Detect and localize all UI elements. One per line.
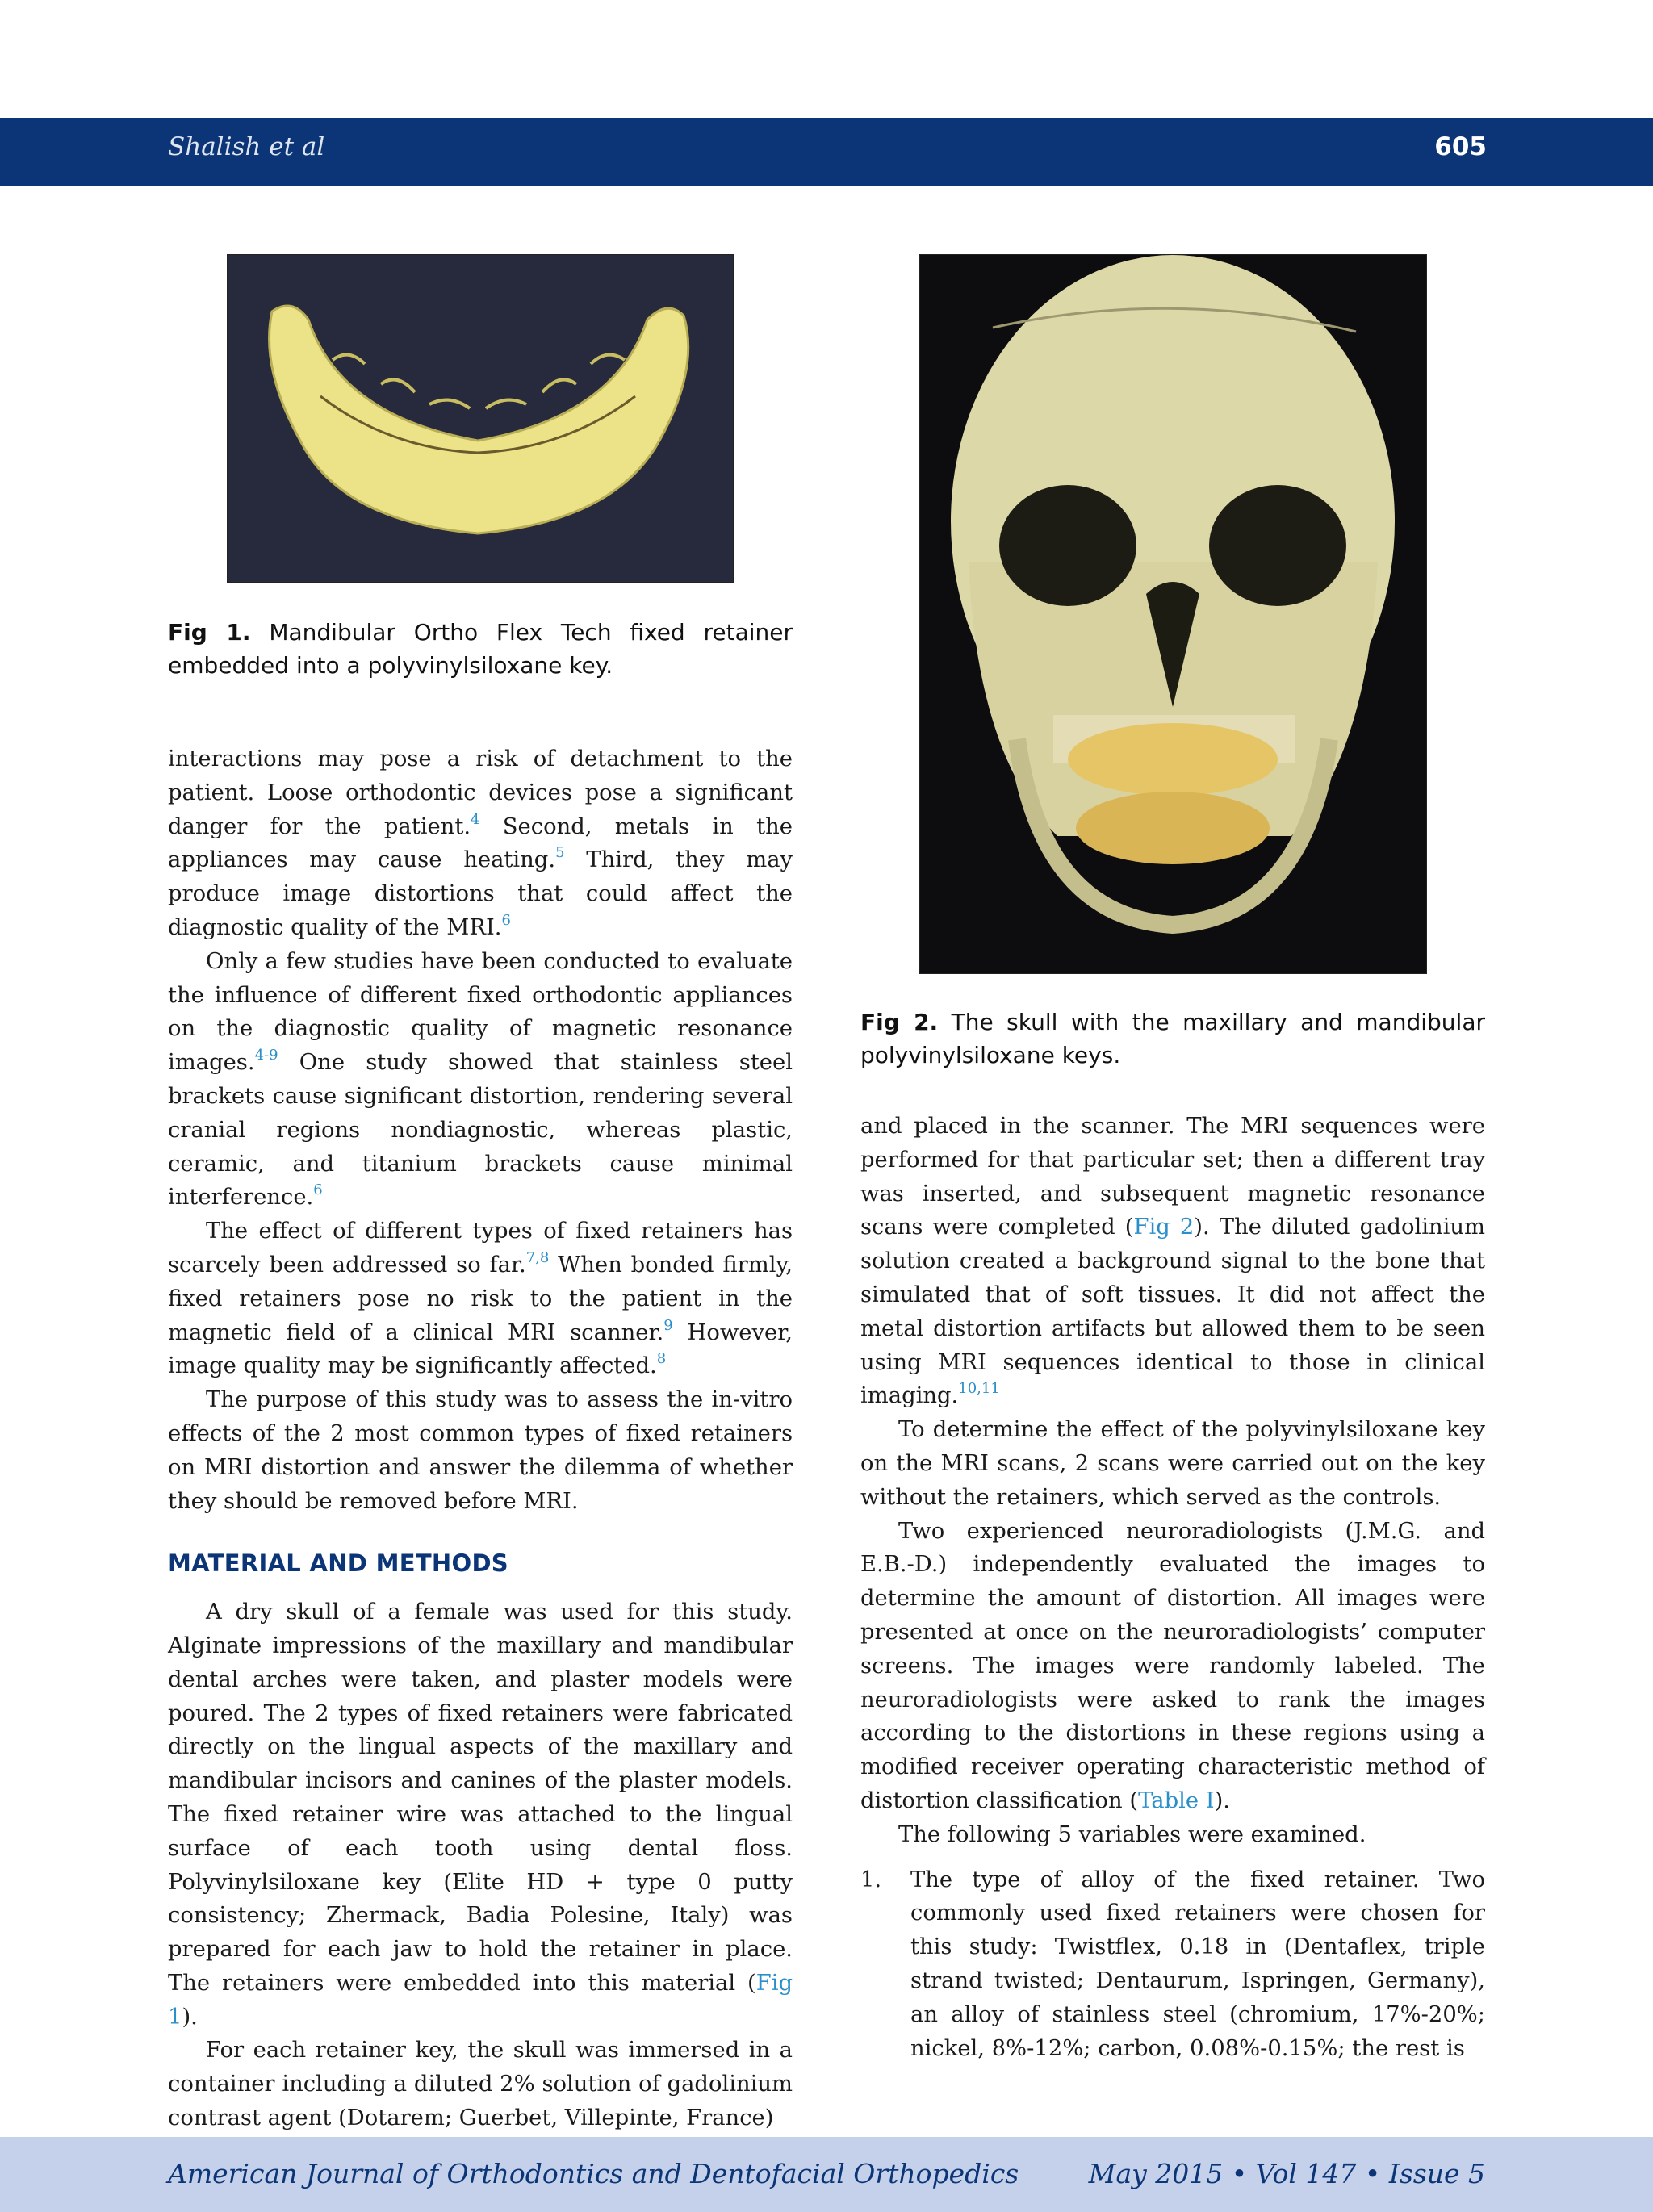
citation[interactable]: 7,8 xyxy=(525,1248,550,1266)
text: When bonded firmly, fixed retainers pose no risk to the patient in the magnetic field of a clinical MRI scanner. xyxy=(168,1252,793,1345)
issue-info: May 2015 • Vol 147 • Issue 5 xyxy=(1088,2158,1485,2189)
citation[interactable]: 4 xyxy=(471,810,480,828)
left-column xyxy=(168,742,793,2135)
citation[interactable]: 9 xyxy=(663,1316,673,1334)
text: A dry skull of a female was used for this study. Alginate impressions of the maxillary and mandibular dental arches were taken, and plaster models were poured. The 2 types of fixed retainers were fabricated directly on the lingual aspects of the maxillary and mandibular incisors and canines of the plaster models. The fixed retainer wire was attached to the lingual surface of each tooth using dental floss. Polyvinylsiloxane key (Elite HD + type 0 putty consistency; Zhermack, Badia Polesine, Italy) was prepared for each jaw to hold the retainer in place. The retainers were embedded into this material ( xyxy=(168,1599,793,1996)
section-heading: MATERIAL AND METHODS xyxy=(168,1549,508,1578)
list-item-number: 1. xyxy=(860,1867,882,1892)
text: Two experienced neuroradiologists (J.M.G. and E.B.-D.) independently evaluated the images to determine the amount of distortion. All images were presented at once on the neuroradiologists’ computer screens. The images were randomly labeled. The neuroradiologists were asked to rank the images according to the distortions in these regions using a modified receiver operating characteristic method of distortion classification ( xyxy=(860,1518,1485,1813)
text: Only a few studies have been conducted to evaluate the influence of different fixed orthodontic appliances on the diagnostic quality of magnetic resonance images. xyxy=(168,948,793,1076)
running-header xyxy=(0,118,1653,186)
paragraph xyxy=(168,945,793,1215)
table-1-link[interactable]: Table I xyxy=(1138,1788,1215,1813)
right-column xyxy=(860,1110,1485,2065)
paragraph: To determine the effect of the polyvinylsiloxane key on the MRI scans, 2 scans were carried out on the key without the retainers, which served as the controls. xyxy=(860,1417,1485,1510)
figure-1-caption-text: Mandibular Ortho Flex Tech fixed retainer embedded into a polyvinylsiloxane key. xyxy=(168,619,793,679)
citation[interactable]: 6 xyxy=(501,911,511,929)
paragraph: For each retainer key, the skull was immersed in a container including a diluted 2% solution of gadolinium contrast agent (Dotarem; Guerbet, Villepinte, France) xyxy=(168,2038,793,2131)
paragraph: The purpose of this study was to assess the in-vitro effects of the 2 most common types of fixed retainers on MRI distortion and answer the dilemma of whether they should be removed before MRI. xyxy=(168,1387,793,1514)
figure-1-link[interactable]: Fig 1 xyxy=(168,1970,793,2030)
citation[interactable]: 5 xyxy=(555,844,565,862)
figure-2-link[interactable]: Fig 2 xyxy=(1133,1215,1195,1240)
paragraph: The following 5 variables were examined. xyxy=(898,1821,1366,1847)
paragraph xyxy=(860,1515,1485,1818)
paragraph xyxy=(860,1110,1485,1413)
figure-2-image xyxy=(919,254,1427,974)
figure-1-image xyxy=(227,254,734,583)
text: interactions may pose a risk of detachment to the patient. Loose orthodontic devices pose a significant danger for the patient. xyxy=(168,746,793,839)
text: The effect of different types of fixed retainers has scarcely been addressed so far. xyxy=(168,1219,793,1277)
figure-1-label: Fig 1. xyxy=(168,619,251,646)
list-item xyxy=(860,1863,1485,2066)
citation[interactable]: 10,11 xyxy=(958,1380,1000,1398)
citation[interactable]: 6 xyxy=(313,1181,323,1199)
running-footer xyxy=(0,2137,1653,2212)
text: However, image quality may be significantly affected. xyxy=(168,1319,793,1379)
text: ). The diluted gadolinium solution created a background signal to the bone that simulated that of soft tissues. It did not affect the metal distortion artifacts but allowed them to be seen using MRI sequences identical to those in clinical imaging. xyxy=(860,1215,1485,1409)
paragraph xyxy=(168,1595,793,2034)
figure-1-caption xyxy=(168,616,793,682)
figure-2-caption xyxy=(860,1006,1485,1072)
variables-list xyxy=(860,1863,1485,2066)
text: ). xyxy=(1214,1788,1231,1813)
citation[interactable]: 8 xyxy=(656,1350,667,1368)
figure-2-caption-text: The skull with the maxillary and mandibular polyvinylsiloxane keys. xyxy=(860,1009,1485,1068)
running-header-author: Shalish et al xyxy=(168,132,325,161)
paragraph xyxy=(168,1215,793,1383)
page-number: 605 xyxy=(1434,132,1487,161)
text: ). xyxy=(182,2004,198,2030)
paragraph xyxy=(168,742,793,945)
text: Second, metals in the appliances may cause heating. xyxy=(168,813,793,873)
text: One study showed that stainless steel brackets cause significant distortion, rendering several cranial regions nondiagnostic, whereas plastic, ceramic, and titanium brackets cause minimal interference. xyxy=(168,1050,793,1211)
citation[interactable]: 4-9 xyxy=(254,1047,278,1064)
text: and placed in the scanner. The MRI sequences were performed for that particular set; then a different tray was inserted, and subsequent magnetic resonance scans were completed ( xyxy=(860,1114,1485,1240)
journal-title: American Journal of Orthodontics and Dentofacial Orthopedics xyxy=(168,2158,1019,2189)
text: Third, they may produce image distortions that could affect the diagnostic quality of the MRI. xyxy=(168,847,793,940)
list-item-text: The type of alloy of the fixed retainer. Two commonly used fixed retainers were chosen for this study: Twistflex, 0.18 in (Dentaflex, triple strand twisted; Dentaurum, Ispringen, Germany), an alloy of stainless steel (chromium, 17%-20%; nickel, 8%-12%; carbon, 0.08%-0.15%; the rest is xyxy=(910,1867,1485,2061)
figure-2-label: Fig 2. xyxy=(860,1009,939,1035)
